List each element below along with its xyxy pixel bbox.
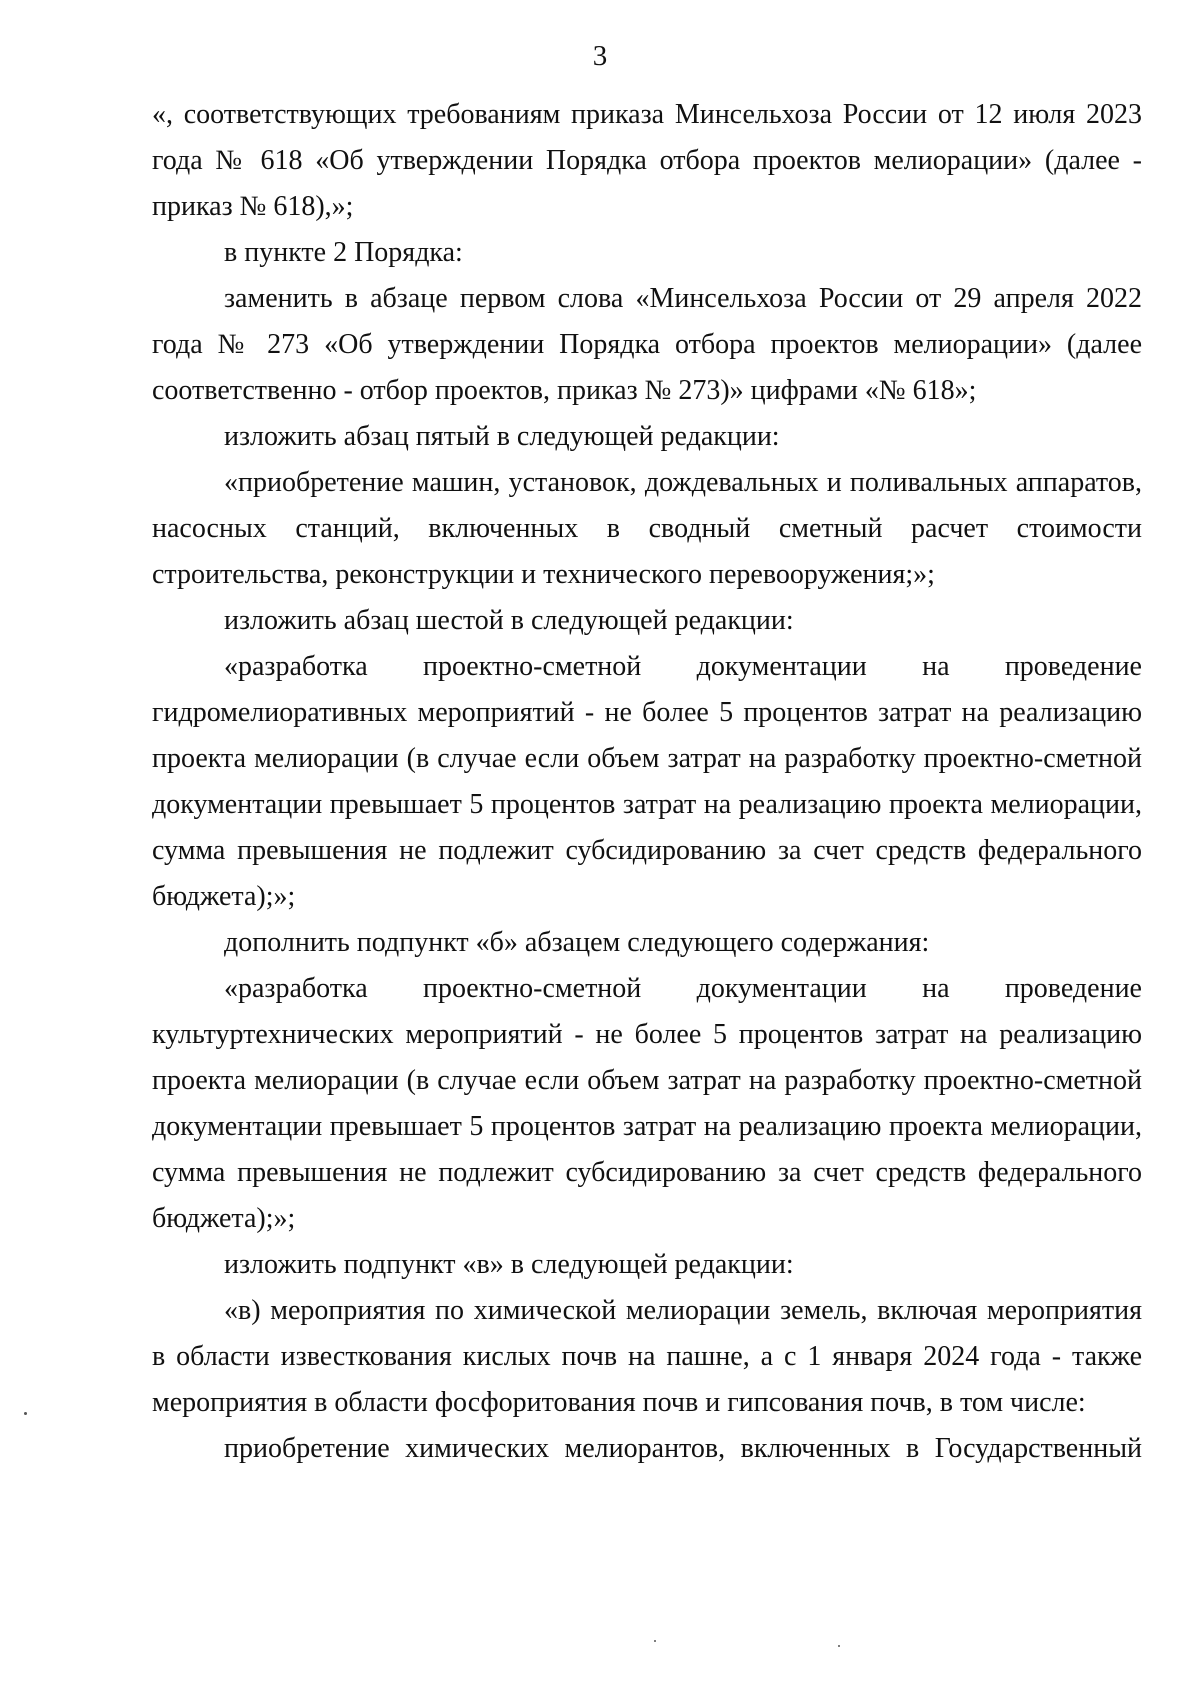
scan-speck	[654, 1640, 656, 1642]
document-body	[152, 92, 1142, 1472]
paragraph-5: «приобретение машин, установок, дождевальных и поливальных аппаратов, насосных станций, включенных в сводный сметный расчет стоимости строительства, реконструкции и технического перевооружения;»;	[152, 467, 1142, 590]
paragraph-11: «в) мероприятия по химической мелиорации земель, включая мероприятия в области известкования кислых почв на пашне, а с 1 января 2024 года - также мероприятия в области фосфоритования почв и гипсования почв, в том числе:	[152, 1295, 1142, 1418]
paragraph-9: «разработка проектно-сметной документации на проведение культуртехнических мероприятий - не более 5 процентов затрат на реализацию проекта мелиорации (в случае если объем затрат на разработку проектно-сметной документации превышает 5 процентов затрат на реализацию проекта мелиорации, сумма превышения не подлежит субсидированию за счет средств федерального бюджета);»;	[152, 973, 1142, 1234]
paragraph-6: изложить абзац шестой в следующей редакции:	[224, 605, 794, 636]
page-number: 3	[592, 40, 608, 72]
paragraph-4: изложить абзац пятый в следующей редакции:	[224, 421, 780, 452]
scan-speck	[24, 1412, 27, 1415]
scan-speck	[838, 1645, 840, 1647]
paragraph-10: изложить подпункт «в» в следующей редакции:	[224, 1249, 794, 1280]
paragraph-12: приобретение химических мелиорантов, включенных в Государственный	[224, 1433, 1142, 1464]
paragraph-1: «, соответствующих требованиям приказа Минсельхоза России от 12 июля 2023 года № 618 «Об утверждении Порядка отбора проектов мелиорации» (далее - приказ № 618),»;	[152, 99, 1142, 222]
paragraph-2: в пункте 2 Порядка:	[224, 237, 463, 268]
paragraph-7: «разработка проектно-сметной документации на проведение гидромелиоративных мероприятий - не более 5 процентов затрат на реализацию проекта мелиорации (в случае если объем затрат на разработку проектно-сметной документации превышает 5 процентов затрат на реализацию проекта мелиорации, сумма превышения не подлежит субсидированию за счет средств федерального бюджета);»;	[152, 651, 1142, 912]
paragraph-3: заменить в абзаце первом слова «Минсельхоза России от 29 апреля 2022 года № 273 «Об утверждении Порядка отбора проектов мелиорации» (далее соответственно - отбор проектов, приказ № 273)» цифрами «№ 618»;	[152, 283, 1142, 406]
paragraph-8: дополнить подпункт «б» абзацем следующего содержания:	[224, 927, 930, 958]
